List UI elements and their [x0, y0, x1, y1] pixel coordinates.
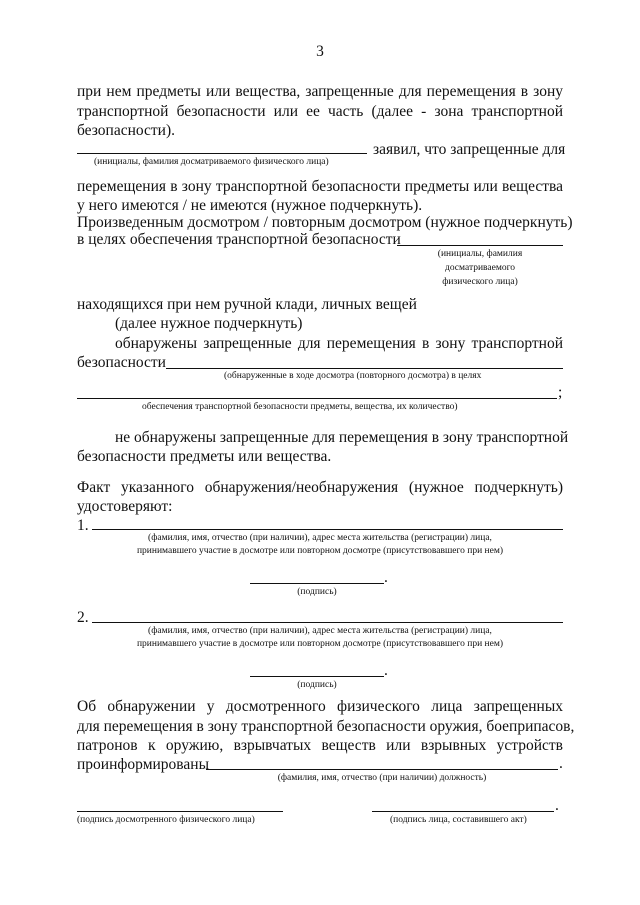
para3-semicolon: ; — [558, 384, 563, 401]
inspected-person-sign-line — [77, 811, 283, 812]
found-items-line2 — [77, 398, 557, 399]
declared-caption: (инициалы, фамилия досматриваемого физического лица) — [94, 157, 329, 167]
witness2-number: 2. — [77, 609, 89, 626]
para3-line3: обнаружены запрещенные для перемещения в зону транспортной — [115, 335, 563, 352]
witness1-caption1: (фамилия, имя, отчество (при наличии), адрес места жительства (регистрации) лица, — [148, 533, 492, 543]
witness2-sign-caption: (подпись) — [297, 680, 337, 690]
para2-line1: перемещения в зону транспортной безопасности предметы или вещества — [77, 178, 563, 195]
para3-line4: безопасности — [77, 354, 166, 371]
found-items-line — [166, 368, 563, 369]
para6-end: . — [559, 755, 563, 772]
para2-line4: в целях обеспечения транспортной безопасности — [77, 231, 401, 248]
informed-name-line — [206, 769, 558, 770]
para2-line2: у него имеются / не имеются (нужное подчеркнуть). — [77, 197, 423, 214]
inspected-caption-line1: (инициалы, фамилия — [437, 249, 523, 259]
para1-line1: при нем предметы или вещества, запрещенные для перемещения в зону — [77, 83, 563, 100]
witness1-sign-end: . — [384, 569, 388, 586]
inspected-person-sign-caption: (подпись досмотренного физического лица) — [77, 815, 255, 825]
para3-caption1: (обнаруженные в ходе досмотра (повторного досмотра) в целях — [224, 371, 482, 381]
para3-line2: (далее нужное подчеркнуть) — [115, 315, 303, 332]
witness2-sign-line — [250, 676, 384, 677]
para3-caption2: обеспечения транспортной безопасности предметы, вещества, их количество) — [142, 402, 458, 412]
para6-line1: Об обнаружении у досмотренного физического лица запрещенных — [77, 698, 563, 715]
inspected-name-line — [397, 245, 563, 246]
author-sign-line — [372, 811, 554, 812]
para4-line1: не обнаружены запрещенные для перемещения в зону транспортной — [115, 429, 569, 446]
witness2-sign-end: . — [384, 662, 388, 679]
author-sign-end: . — [555, 797, 559, 814]
para6-line3: патронов к оружию, взрывчатых веществ или взрывных устройств — [77, 737, 563, 754]
witness1-name-line — [92, 529, 563, 530]
witness2-caption2: принимавшего участие в досмотре или повторном досмотре (присутствовавшего при нем) — [136, 639, 504, 649]
inspected-caption-line3: физического лица) — [442, 277, 518, 287]
witness1-caption2: принимавшего участие в досмотре или повторном досмотре (присутствовавшего при нем) — [136, 546, 504, 556]
para6-caption: (фамилия, имя, отчество (при наличии) должность) — [277, 773, 487, 783]
witness1-number: 1. — [77, 517, 89, 534]
para1-line2: транспортной безопасности или ее часть (далее - зона транспортной — [77, 103, 563, 120]
page-number: 3 — [316, 43, 324, 60]
para2-line3: Произведенным досмотром / повторным досмотром (нужное подчеркнуть) — [77, 214, 573, 231]
para1-line3: безопасности). — [77, 122, 176, 139]
witness2-name-line — [92, 622, 563, 623]
para6-line4: проинформированы — [77, 756, 209, 773]
para5-line2: удостоверяют: — [77, 498, 173, 515]
author-sign-caption: (подпись лица, составившего акт) — [390, 815, 527, 825]
para4-line2: безопасности предметы или вещества. — [77, 448, 332, 465]
witness1-sign-caption: (подпись) — [297, 587, 337, 597]
para6-line2: для перемещения в зону транспортной безопасности оружия, боеприпасов, — [77, 718, 575, 735]
para3-line1: находящихся при нем ручной клади, личных вещей — [77, 296, 417, 313]
declared-name-line — [77, 153, 367, 154]
witness2-caption1: (фамилия, имя, отчество (при наличии), адрес места жительства (регистрации) лица, — [148, 626, 492, 636]
para5-line1: Факт указанного обнаружения/необнаружения (нужное подчеркнуть) — [77, 479, 563, 496]
witness1-sign-line — [250, 583, 384, 584]
inspected-caption-line2: досматриваемого — [444, 263, 516, 273]
declared-text: заявил, что запрещенные для — [373, 141, 566, 158]
